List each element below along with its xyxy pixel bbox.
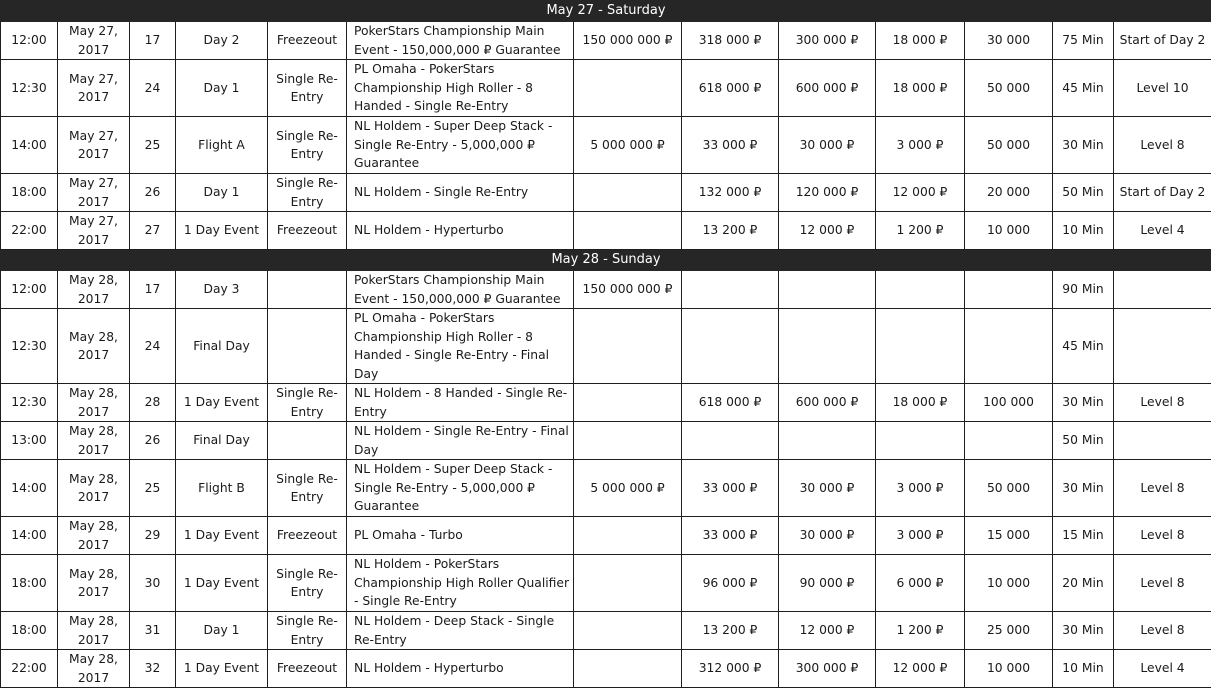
event-name-cell: PokerStars Championship Main Event - 150,000,000 ₽ Guarantee bbox=[347, 271, 574, 309]
date-cell: May 28, 2017 bbox=[58, 650, 130, 688]
table-row bbox=[1, 384, 1211, 422]
time-cell: 18:00 bbox=[1, 555, 58, 612]
guarantee-cell bbox=[574, 422, 682, 460]
event-name-cell: PL Omaha - Turbo bbox=[347, 517, 574, 555]
time-cell: 18:00 bbox=[1, 612, 58, 650]
prize-pool-cell: 90 000 ₽ bbox=[779, 555, 876, 612]
prize-pool-cell: 600 000 ₽ bbox=[779, 60, 876, 117]
table-row bbox=[1, 271, 1211, 309]
late-registration-cell: Level 8 bbox=[1114, 612, 1211, 650]
starting-stack-cell bbox=[965, 422, 1053, 460]
fee-cell bbox=[876, 422, 965, 460]
starting-stack-cell: 30 000 bbox=[965, 22, 1053, 60]
section-title: May 28 - Sunday bbox=[1, 250, 1211, 271]
buy-in-cell: 96 000 ₽ bbox=[682, 555, 779, 612]
day-cell: 1 Day Event bbox=[176, 555, 268, 612]
late-registration-cell bbox=[1114, 271, 1211, 309]
table-row bbox=[1, 22, 1211, 60]
entry-type-cell: Single Re-Entry bbox=[268, 612, 347, 650]
time-cell: 12:30 bbox=[1, 384, 58, 422]
date-cell: May 27, 2017 bbox=[58, 174, 130, 212]
starting-stack-cell: 10 000 bbox=[965, 650, 1053, 688]
event-name-cell: NL Holdem - PokerStars Championship High Roller Qualifier - Single Re-Entry bbox=[347, 555, 574, 612]
fee-cell: 3 000 ₽ bbox=[876, 517, 965, 555]
date-cell: May 28, 2017 bbox=[58, 384, 130, 422]
date-cell: May 27, 2017 bbox=[58, 60, 130, 117]
fee-cell: 18 000 ₽ bbox=[876, 22, 965, 60]
buy-in-cell: 132 000 ₽ bbox=[682, 174, 779, 212]
date-cell: May 28, 2017 bbox=[58, 517, 130, 555]
event-number-cell: 24 bbox=[130, 309, 176, 384]
level-duration-cell: 20 Min bbox=[1053, 555, 1114, 612]
entry-type-cell: Freezeout bbox=[268, 22, 347, 60]
prize-pool-cell: 120 000 ₽ bbox=[779, 174, 876, 212]
fee-cell: 1 200 ₽ bbox=[876, 212, 965, 250]
day-cell: Final Day bbox=[176, 309, 268, 384]
level-duration-cell: 30 Min bbox=[1053, 612, 1114, 650]
fee-cell bbox=[876, 309, 965, 384]
starting-stack-cell: 50 000 bbox=[965, 117, 1053, 174]
late-registration-cell: Level 10 bbox=[1114, 60, 1211, 117]
event-number-cell: 25 bbox=[130, 460, 176, 517]
entry-type-cell: Freezeout bbox=[268, 650, 347, 688]
section-title: May 27 - Saturday bbox=[1, 1, 1211, 22]
time-cell: 14:00 bbox=[1, 460, 58, 517]
fee-cell: 18 000 ₽ bbox=[876, 60, 965, 117]
day-cell: Day 1 bbox=[176, 174, 268, 212]
level-duration-cell: 50 Min bbox=[1053, 174, 1114, 212]
event-number-cell: 26 bbox=[130, 174, 176, 212]
level-duration-cell: 50 Min bbox=[1053, 422, 1114, 460]
date-cell: May 27, 2017 bbox=[58, 117, 130, 174]
day-cell: 1 Day Event bbox=[176, 384, 268, 422]
event-number-cell: 27 bbox=[130, 212, 176, 250]
level-duration-cell: 30 Min bbox=[1053, 384, 1114, 422]
starting-stack-cell: 50 000 bbox=[965, 60, 1053, 117]
late-registration-cell: Level 8 bbox=[1114, 117, 1211, 174]
table-row bbox=[1, 422, 1211, 460]
late-registration-cell: Start of Day 2 bbox=[1114, 174, 1211, 212]
prize-pool-cell bbox=[779, 271, 876, 309]
buy-in-cell: 33 000 ₽ bbox=[682, 517, 779, 555]
level-duration-cell: 10 Min bbox=[1053, 650, 1114, 688]
time-cell: 14:00 bbox=[1, 517, 58, 555]
time-cell: 22:00 bbox=[1, 650, 58, 688]
late-registration-cell: Level 8 bbox=[1114, 555, 1211, 612]
guarantee-cell bbox=[574, 309, 682, 384]
entry-type-cell: Freezeout bbox=[268, 517, 347, 555]
fee-cell bbox=[876, 271, 965, 309]
entry-type-cell bbox=[268, 422, 347, 460]
table-row bbox=[1, 174, 1211, 212]
prize-pool-cell: 600 000 ₽ bbox=[779, 384, 876, 422]
time-cell: 18:00 bbox=[1, 174, 58, 212]
table-row bbox=[1, 650, 1211, 688]
buy-in-cell: 312 000 ₽ bbox=[682, 650, 779, 688]
late-registration-cell bbox=[1114, 422, 1211, 460]
guarantee-cell: 150 000 000 ₽ bbox=[574, 22, 682, 60]
guarantee-cell bbox=[574, 612, 682, 650]
buy-in-cell: 318 000 ₽ bbox=[682, 22, 779, 60]
date-cell: May 28, 2017 bbox=[58, 422, 130, 460]
late-registration-cell: Level 8 bbox=[1114, 517, 1211, 555]
event-name-cell: PL Omaha - PokerStars Championship High Roller - 8 Handed - Single Re-Entry bbox=[347, 60, 574, 117]
time-cell: 12:00 bbox=[1, 22, 58, 60]
table-row bbox=[1, 460, 1211, 517]
guarantee-cell bbox=[574, 650, 682, 688]
starting-stack-cell: 15 000 bbox=[965, 517, 1053, 555]
prize-pool-cell bbox=[779, 309, 876, 384]
table-row bbox=[1, 612, 1211, 650]
late-registration-cell: Level 8 bbox=[1114, 460, 1211, 517]
day-cell: Flight B bbox=[176, 460, 268, 517]
prize-pool-cell: 300 000 ₽ bbox=[779, 650, 876, 688]
date-cell: May 28, 2017 bbox=[58, 309, 130, 384]
table-row bbox=[1, 117, 1211, 174]
guarantee-cell: 5 000 000 ₽ bbox=[574, 117, 682, 174]
table-row bbox=[1, 309, 1211, 384]
buy-in-cell: 33 000 ₽ bbox=[682, 117, 779, 174]
fee-cell: 12 000 ₽ bbox=[876, 650, 965, 688]
level-duration-cell: 30 Min bbox=[1053, 117, 1114, 174]
time-cell: 22:00 bbox=[1, 212, 58, 250]
event-name-cell: NL Holdem - Super Deep Stack - Single Re-Entry - 5,000,000 ₽ Guarantee bbox=[347, 460, 574, 517]
fee-cell: 1 200 ₽ bbox=[876, 612, 965, 650]
date-cell: May 27, 2017 bbox=[58, 212, 130, 250]
level-duration-cell: 90 Min bbox=[1053, 271, 1114, 309]
event-number-cell: 31 bbox=[130, 612, 176, 650]
starting-stack-cell: 25 000 bbox=[965, 612, 1053, 650]
prize-pool-cell bbox=[779, 422, 876, 460]
starting-stack-cell: 10 000 bbox=[965, 212, 1053, 250]
time-cell: 12:30 bbox=[1, 60, 58, 117]
day-cell: Day 1 bbox=[176, 612, 268, 650]
buy-in-cell: 13 200 ₽ bbox=[682, 212, 779, 250]
event-number-cell: 26 bbox=[130, 422, 176, 460]
late-registration-cell: Level 4 bbox=[1114, 212, 1211, 250]
fee-cell: 6 000 ₽ bbox=[876, 555, 965, 612]
guarantee-cell bbox=[574, 384, 682, 422]
day-cell: 1 Day Event bbox=[176, 517, 268, 555]
prize-pool-cell: 30 000 ₽ bbox=[779, 117, 876, 174]
buy-in-cell bbox=[682, 271, 779, 309]
time-cell: 14:00 bbox=[1, 117, 58, 174]
buy-in-cell: 618 000 ₽ bbox=[682, 60, 779, 117]
event-name-cell: PokerStars Championship Main Event - 150,000,000 ₽ Guarantee bbox=[347, 22, 574, 60]
buy-in-cell: 13 200 ₽ bbox=[682, 612, 779, 650]
table-row bbox=[1, 60, 1211, 117]
entry-type-cell: Single Re-Entry bbox=[268, 174, 347, 212]
section-header-row bbox=[1, 250, 1211, 271]
guarantee-cell bbox=[574, 517, 682, 555]
prize-pool-cell: 30 000 ₽ bbox=[779, 460, 876, 517]
time-cell: 12:30 bbox=[1, 309, 58, 384]
late-registration-cell: Level 4 bbox=[1114, 650, 1211, 688]
entry-type-cell bbox=[268, 309, 347, 384]
event-number-cell: 30 bbox=[130, 555, 176, 612]
table-row bbox=[1, 212, 1211, 250]
table-row bbox=[1, 517, 1211, 555]
event-name-cell: NL Holdem - Super Deep Stack - Single Re-Entry - 5,000,000 ₽ Guarantee bbox=[347, 117, 574, 174]
entry-type-cell: Single Re-Entry bbox=[268, 555, 347, 612]
date-cell: May 28, 2017 bbox=[58, 460, 130, 517]
date-cell: May 28, 2017 bbox=[58, 555, 130, 612]
day-cell: Flight A bbox=[176, 117, 268, 174]
section-header-row bbox=[1, 1, 1211, 22]
starting-stack-cell: 100 000 bbox=[965, 384, 1053, 422]
entry-type-cell: Single Re-Entry bbox=[268, 460, 347, 517]
level-duration-cell: 15 Min bbox=[1053, 517, 1114, 555]
event-number-cell: 24 bbox=[130, 60, 176, 117]
fee-cell: 18 000 ₽ bbox=[876, 384, 965, 422]
event-name-cell: PL Omaha - PokerStars Championship High Roller - 8 Handed - Single Re-Entry - Final Day bbox=[347, 309, 574, 384]
event-name-cell: NL Holdem - Hyperturbo bbox=[347, 650, 574, 688]
level-duration-cell: 75 Min bbox=[1053, 22, 1114, 60]
event-name-cell: NL Holdem - Deep Stack - Single Re-Entry bbox=[347, 612, 574, 650]
time-cell: 12:00 bbox=[1, 271, 58, 309]
guarantee-cell bbox=[574, 212, 682, 250]
schedule-body bbox=[1, 1, 1211, 688]
guarantee-cell: 5 000 000 ₽ bbox=[574, 460, 682, 517]
entry-type-cell: Single Re-Entry bbox=[268, 60, 347, 117]
event-number-cell: 25 bbox=[130, 117, 176, 174]
date-cell: May 28, 2017 bbox=[58, 612, 130, 650]
entry-type-cell bbox=[268, 271, 347, 309]
level-duration-cell: 45 Min bbox=[1053, 309, 1114, 384]
level-duration-cell: 10 Min bbox=[1053, 212, 1114, 250]
entry-type-cell: Single Re-Entry bbox=[268, 117, 347, 174]
guarantee-cell bbox=[574, 60, 682, 117]
day-cell: Day 1 bbox=[176, 60, 268, 117]
day-cell: Day 3 bbox=[176, 271, 268, 309]
buy-in-cell: 618 000 ₽ bbox=[682, 384, 779, 422]
starting-stack-cell bbox=[965, 309, 1053, 384]
event-name-cell: NL Holdem - Single Re-Entry - Final Day bbox=[347, 422, 574, 460]
event-number-cell: 17 bbox=[130, 22, 176, 60]
prize-pool-cell: 12 000 ₽ bbox=[779, 612, 876, 650]
event-number-cell: 17 bbox=[130, 271, 176, 309]
level-duration-cell: 45 Min bbox=[1053, 60, 1114, 117]
late-registration-cell: Start of Day 2 bbox=[1114, 22, 1211, 60]
entry-type-cell: Freezeout bbox=[268, 212, 347, 250]
starting-stack-cell: 10 000 bbox=[965, 555, 1053, 612]
buy-in-cell bbox=[682, 422, 779, 460]
level-duration-cell: 30 Min bbox=[1053, 460, 1114, 517]
day-cell: Final Day bbox=[176, 422, 268, 460]
guarantee-cell bbox=[574, 174, 682, 212]
day-cell: Day 2 bbox=[176, 22, 268, 60]
fee-cell: 3 000 ₽ bbox=[876, 117, 965, 174]
buy-in-cell bbox=[682, 309, 779, 384]
event-name-cell: NL Holdem - Single Re-Entry bbox=[347, 174, 574, 212]
table-row bbox=[1, 555, 1211, 612]
day-cell: 1 Day Event bbox=[176, 650, 268, 688]
prize-pool-cell: 12 000 ₽ bbox=[779, 212, 876, 250]
buy-in-cell: 33 000 ₽ bbox=[682, 460, 779, 517]
event-number-cell: 28 bbox=[130, 384, 176, 422]
event-name-cell: NL Holdem - 8 Handed - Single Re-Entry bbox=[347, 384, 574, 422]
event-number-cell: 29 bbox=[130, 517, 176, 555]
time-cell: 13:00 bbox=[1, 422, 58, 460]
event-number-cell: 32 bbox=[130, 650, 176, 688]
prize-pool-cell: 30 000 ₽ bbox=[779, 517, 876, 555]
date-cell: May 27, 2017 bbox=[58, 22, 130, 60]
fee-cell: 12 000 ₽ bbox=[876, 174, 965, 212]
entry-type-cell: Single Re-Entry bbox=[268, 384, 347, 422]
date-cell: May 28, 2017 bbox=[58, 271, 130, 309]
event-name-cell: NL Holdem - Hyperturbo bbox=[347, 212, 574, 250]
guarantee-cell bbox=[574, 555, 682, 612]
guarantee-cell: 150 000 000 ₽ bbox=[574, 271, 682, 309]
starting-stack-cell: 50 000 bbox=[965, 460, 1053, 517]
late-registration-cell: Level 8 bbox=[1114, 384, 1211, 422]
day-cell: 1 Day Event bbox=[176, 212, 268, 250]
fee-cell: 3 000 ₽ bbox=[876, 460, 965, 517]
prize-pool-cell: 300 000 ₽ bbox=[779, 22, 876, 60]
starting-stack-cell: 20 000 bbox=[965, 174, 1053, 212]
starting-stack-cell bbox=[965, 271, 1053, 309]
late-registration-cell bbox=[1114, 309, 1211, 384]
